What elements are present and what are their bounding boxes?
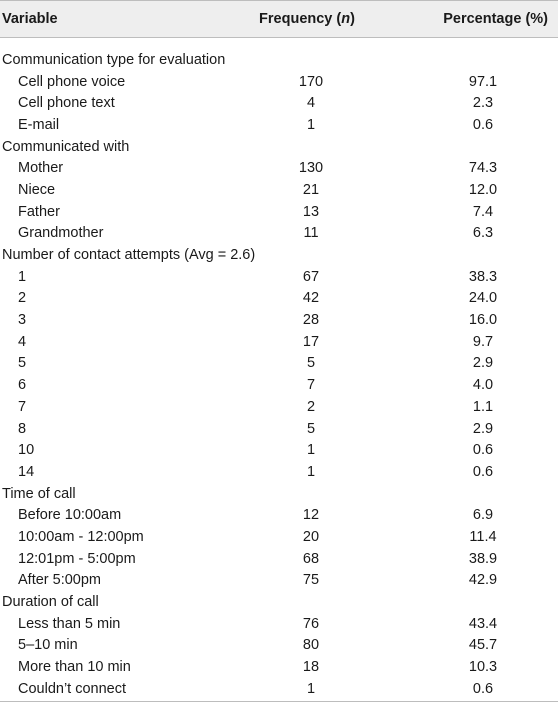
row-label: 7 [18, 398, 27, 415]
row-percentage: 9.7 [472, 333, 494, 350]
row-percentage: 97.1 [468, 73, 498, 90]
header-frequency-prefix: Frequency ( [259, 11, 342, 27]
table-row [0, 71, 558, 93]
row-percentage: 6.3 [472, 225, 494, 242]
table-row [0, 309, 558, 331]
section-header [0, 244, 558, 266]
row-label: Grandmother [18, 225, 104, 242]
header-frequency [236, 11, 378, 27]
section-title: Communication type for evaluation [2, 51, 226, 68]
row-percentage: 43.4 [468, 615, 498, 632]
row-label: More than 10 min [18, 659, 131, 676]
row-percentage: 11.4 [469, 528, 497, 545]
section-header [0, 49, 558, 71]
header-variable: Variable [2, 11, 58, 27]
row-frequency: 5 [306, 355, 316, 372]
row-frequency: 28 [302, 312, 320, 329]
row-percentage: 2.3 [472, 95, 494, 112]
row-percentage: 0.6 [472, 463, 494, 480]
table-row [0, 331, 558, 353]
row-frequency: 17 [302, 333, 320, 350]
row-label: Mother [18, 160, 64, 177]
row-label: Cell phone voice [18, 73, 126, 90]
row-frequency: 68 [302, 550, 320, 567]
table-row [0, 678, 558, 700]
table-row [0, 92, 558, 114]
row-percentage: 2.9 [472, 355, 494, 372]
row-frequency: 1 [306, 116, 316, 133]
row-label: Before 10:00am [18, 507, 122, 524]
table-row [0, 157, 558, 179]
row-percentage: 16.0 [468, 312, 498, 329]
row-label: 3 [18, 312, 27, 329]
row-frequency: 7 [306, 377, 316, 394]
row-frequency: 1 [306, 680, 316, 697]
row-percentage: 6.9 [472, 507, 494, 524]
row-label: Less than 5 min [18, 615, 121, 632]
row-frequency: 4 [306, 95, 316, 112]
table-bottom-rule [0, 701, 558, 702]
row-percentage: 38.3 [468, 268, 498, 285]
row-percentage: 0.6 [472, 116, 494, 133]
table-row [0, 656, 558, 678]
row-percentage: 1.1 [472, 398, 494, 415]
table-row [0, 266, 558, 288]
row-frequency: 76 [302, 615, 320, 632]
table-row [0, 288, 558, 310]
row-frequency: 67 [302, 268, 320, 285]
table-row [0, 504, 558, 526]
row-percentage: 24.0 [468, 290, 498, 307]
table-row [0, 374, 558, 396]
section-header [0, 591, 558, 613]
row-label: 10 [18, 442, 35, 459]
row-label: Father [18, 203, 60, 220]
row-percentage: 7.4 [472, 203, 494, 220]
section-title: Number of contact attempts (Avg = 2.6) [2, 247, 256, 264]
row-label: 5–10 min [18, 637, 78, 654]
table-row [0, 526, 558, 548]
row-percentage: 0.6 [472, 680, 494, 697]
row-percentage: 38.9 [468, 550, 498, 567]
table-header [0, 0, 558, 38]
row-label: 12:01pm - 5:00pm [18, 550, 136, 567]
table-row [0, 114, 558, 136]
table-row [0, 201, 558, 223]
section-title: Duration of call [2, 594, 99, 611]
section-header [0, 136, 558, 158]
table-row [0, 353, 558, 375]
row-frequency: 21 [302, 181, 320, 198]
table-row [0, 439, 558, 461]
row-frequency: 80 [302, 637, 320, 654]
table-body [0, 38, 558, 700]
row-label: 5 [18, 355, 27, 372]
row-frequency: 13 [302, 203, 320, 220]
header-frequency-n: n [341, 11, 351, 27]
row-frequency: 2 [306, 398, 316, 415]
row-frequency: 42 [302, 290, 320, 307]
row-label: Couldn’t connect [18, 680, 127, 697]
row-label: 6 [18, 377, 27, 394]
table-row [0, 396, 558, 418]
row-percentage: 0.6 [472, 442, 494, 459]
row-label: Niece [18, 181, 56, 198]
header-percentage: Percentage (%) [443, 11, 548, 27]
row-label: Cell phone text [18, 95, 115, 112]
table-row [0, 570, 558, 592]
row-label: 2 [18, 290, 27, 307]
row-percentage: 10.3 [468, 659, 498, 676]
row-percentage: 45.7 [468, 637, 498, 654]
row-frequency: 18 [302, 659, 320, 676]
row-frequency: 20 [302, 528, 320, 545]
row-frequency: 130 [298, 160, 324, 177]
table-row [0, 223, 558, 245]
row-frequency: 75 [302, 572, 320, 589]
row-label: 8 [18, 420, 27, 437]
row-frequency: 12 [302, 507, 320, 524]
row-percentage: 12.0 [468, 181, 498, 198]
row-label: After 5:00pm [18, 572, 102, 589]
row-percentage: 42.9 [468, 572, 498, 589]
row-label: 14 [18, 463, 35, 480]
row-frequency: 1 [306, 442, 316, 459]
row-label: 10:00am - 12:00pm [18, 528, 144, 545]
row-percentage: 2.9 [472, 420, 494, 437]
table-row [0, 613, 558, 635]
row-frequency: 170 [298, 73, 324, 90]
table-row [0, 635, 558, 657]
section-title: Communicated with [2, 138, 130, 155]
table-row [0, 548, 558, 570]
row-frequency: 5 [306, 420, 316, 437]
table-row [0, 461, 558, 483]
row-label: 4 [18, 333, 27, 350]
row-label: E-mail [18, 116, 60, 133]
row-percentage: 4.0 [472, 377, 494, 394]
table-row [0, 418, 558, 440]
row-percentage: 74.3 [468, 160, 498, 177]
row-frequency: 1 [306, 463, 316, 480]
section-header [0, 483, 558, 505]
row-label: 1 [18, 268, 27, 285]
row-frequency: 11 [303, 225, 319, 242]
section-title: Time of call [2, 485, 76, 502]
header-frequency-suffix: ) [350, 11, 355, 27]
table-row [0, 179, 558, 201]
